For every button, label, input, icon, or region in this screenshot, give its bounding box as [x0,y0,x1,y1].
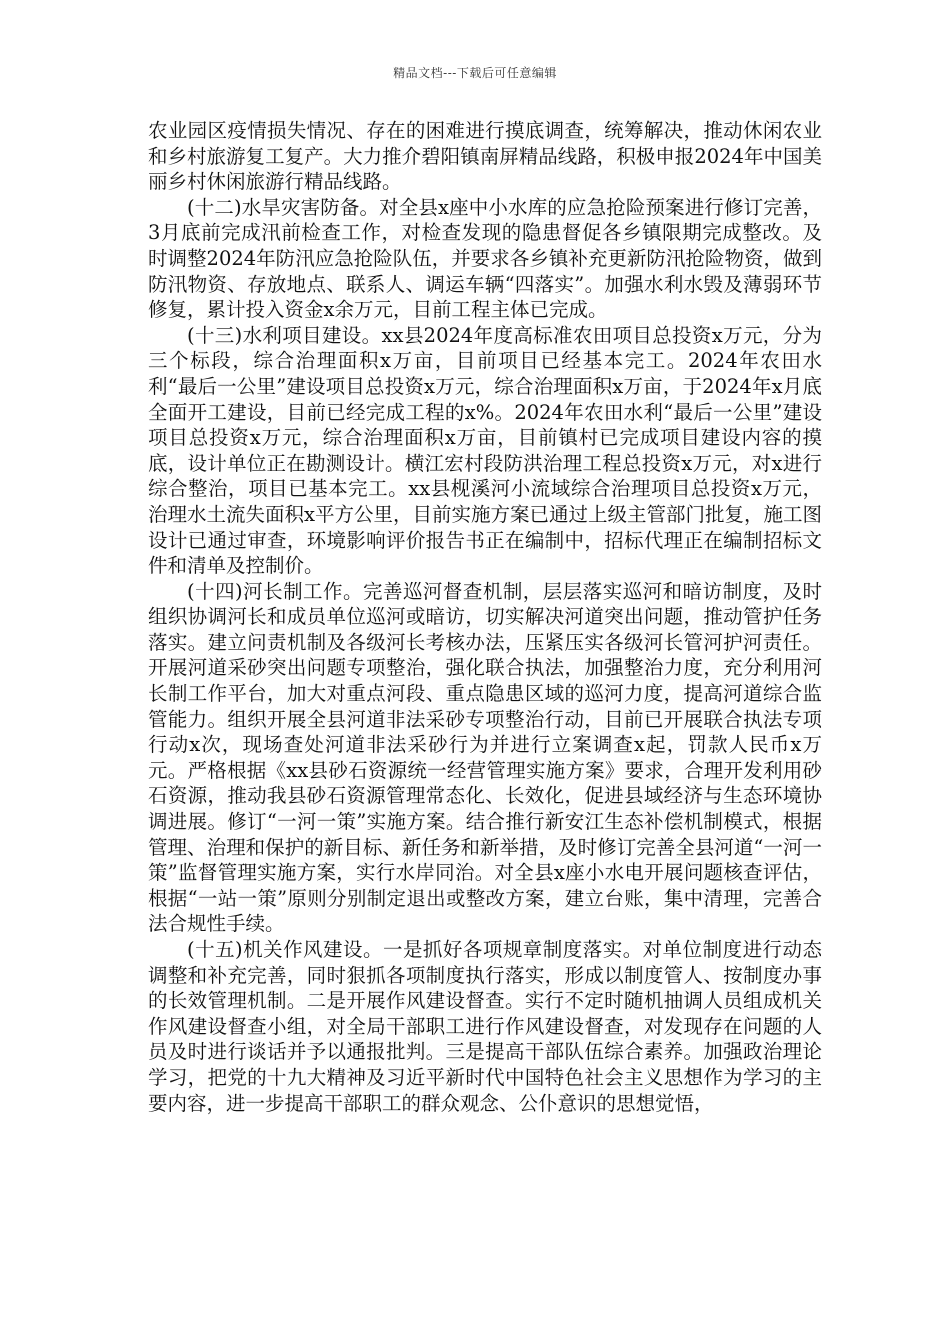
paragraph-flood-drought-prevention: (十二)水旱灾害防备。对全县x座中小水库的应急抢险预案进行修订完善，3月底前完成汛前检查工作，对检查发现的隐患督促各乡镇限期完成整改。及时调整2024年防汛应急抢险队伍，并要求各乡镇补充更新防汛抢险物资，做到防汛物资、存放地点、联系人、调运车辆“四落实”。加强水利水毁及薄弱环节修复，累计投入资金x余万元，目前工程主体已完成。 [148,195,822,322]
paragraph-work-style-building: (十五)机关作风建设。一是抓好各项规章制度落实。对单位制度进行动态调整和补充完善，同时狠抓各项制度执行落实，形成以制度管人、按制度办事的长效管理机制。二是开展作风建设督查。实行不定时随机抽调人员组成机关作风建设督查小组，对全局干部职工进行作风建设督查，对发现存在问题的人员及时进行谈话并予以通报批判。三是提高干部队伍综合素养。加强政治理论学习，把党的十九大精神及习近平新时代中国特色社会主义思想作为学习的主要内容，进一步提高干部职工的群众观念、公仆意识的思想觉悟， [148,938,822,1115]
paragraph-continuation: 农业园区疫情损失情况、存在的困难进行摸底调查，统筹解决，推动休闲农业和乡村旅游复工复产。大力推介碧阳镇南屏精品线路，积极申报2024年中国美丽乡村休闲旅游行精品线路。 [148,119,822,194]
paragraph-river-chief-system: (十四)河长制工作。完善巡河督查机制，层层落实巡河和暗访制度，及时组织协调河长和成员单位巡河或暗访，切实解决河道突出问题，推动管护任务落实。建立问责机制及各级河长考核办法，压紧压实各级河长管河护河责任。开展河道采砂突出问题专项整治，强化联合执法，加强整治力度，充分利用河长制工作平台，加大对重点河段、重点隐患区域的巡河力度，提高河道综合监管能力。组织开展全县河道非法采砂专项整治行动，目前已开展联合执法专项行动x次，现场查处河道非法采砂行为并进行立案调查x起，罚款人民币x万元。严格根据《xx县砂石资源统一经营管理实施方案》要求，合理开发利用砂石资源，推动我县砂石资源管理常态化、长效化，促进县域经济与生态环境协调进展。修订“一河一策”实施方案。结合推行新安江生态补偿机制模式，根据管理、治理和保护的新目标、新任务和新举措，及时修订完善全县河道“一河一策”监督管理实施方案，实行水岸同治。对全县x座小水电开展问题核查评估，根据“一站一策”原则分别制定退出或整改方案，建立台账，集中清理，完善合法合规性手续。 [148,579,822,936]
page-header: 精品文档---下载后可任意编辑 [393,66,557,80]
document-body [148,118,822,1116]
paragraph-water-project-construction: (十三)水利项目建设。xx县2024年度高标准农田项目总投资x万元，分为三个标段，综合治理面积x万亩，目前项目已经基本完工。2024年农田水利“最后一公里”建设项目总投资x万元，综合治理面积x万亩，于2024年x月底全面开工建设，目前已经完成工程的x%。2024年农田水利“最后一公里”建设项目总投资x万元，综合治理面积x万亩，目前镇村已完成项目建设内容的摸底，设计单位正在勘测设计。横江宏村段防洪治理工程总投资x万元，对x进行综合整治，项目已基本完工。xx县枧溪河小流域综合治理项目总投资x万元，治理水土流失面积x平方公里，目前实施方案已通过上级主管部门批复，施工图设计已通过审查，环境影响评价报告书正在编制中，招标代理正在编制招标文件和清单及控制价。 [148,323,822,578]
